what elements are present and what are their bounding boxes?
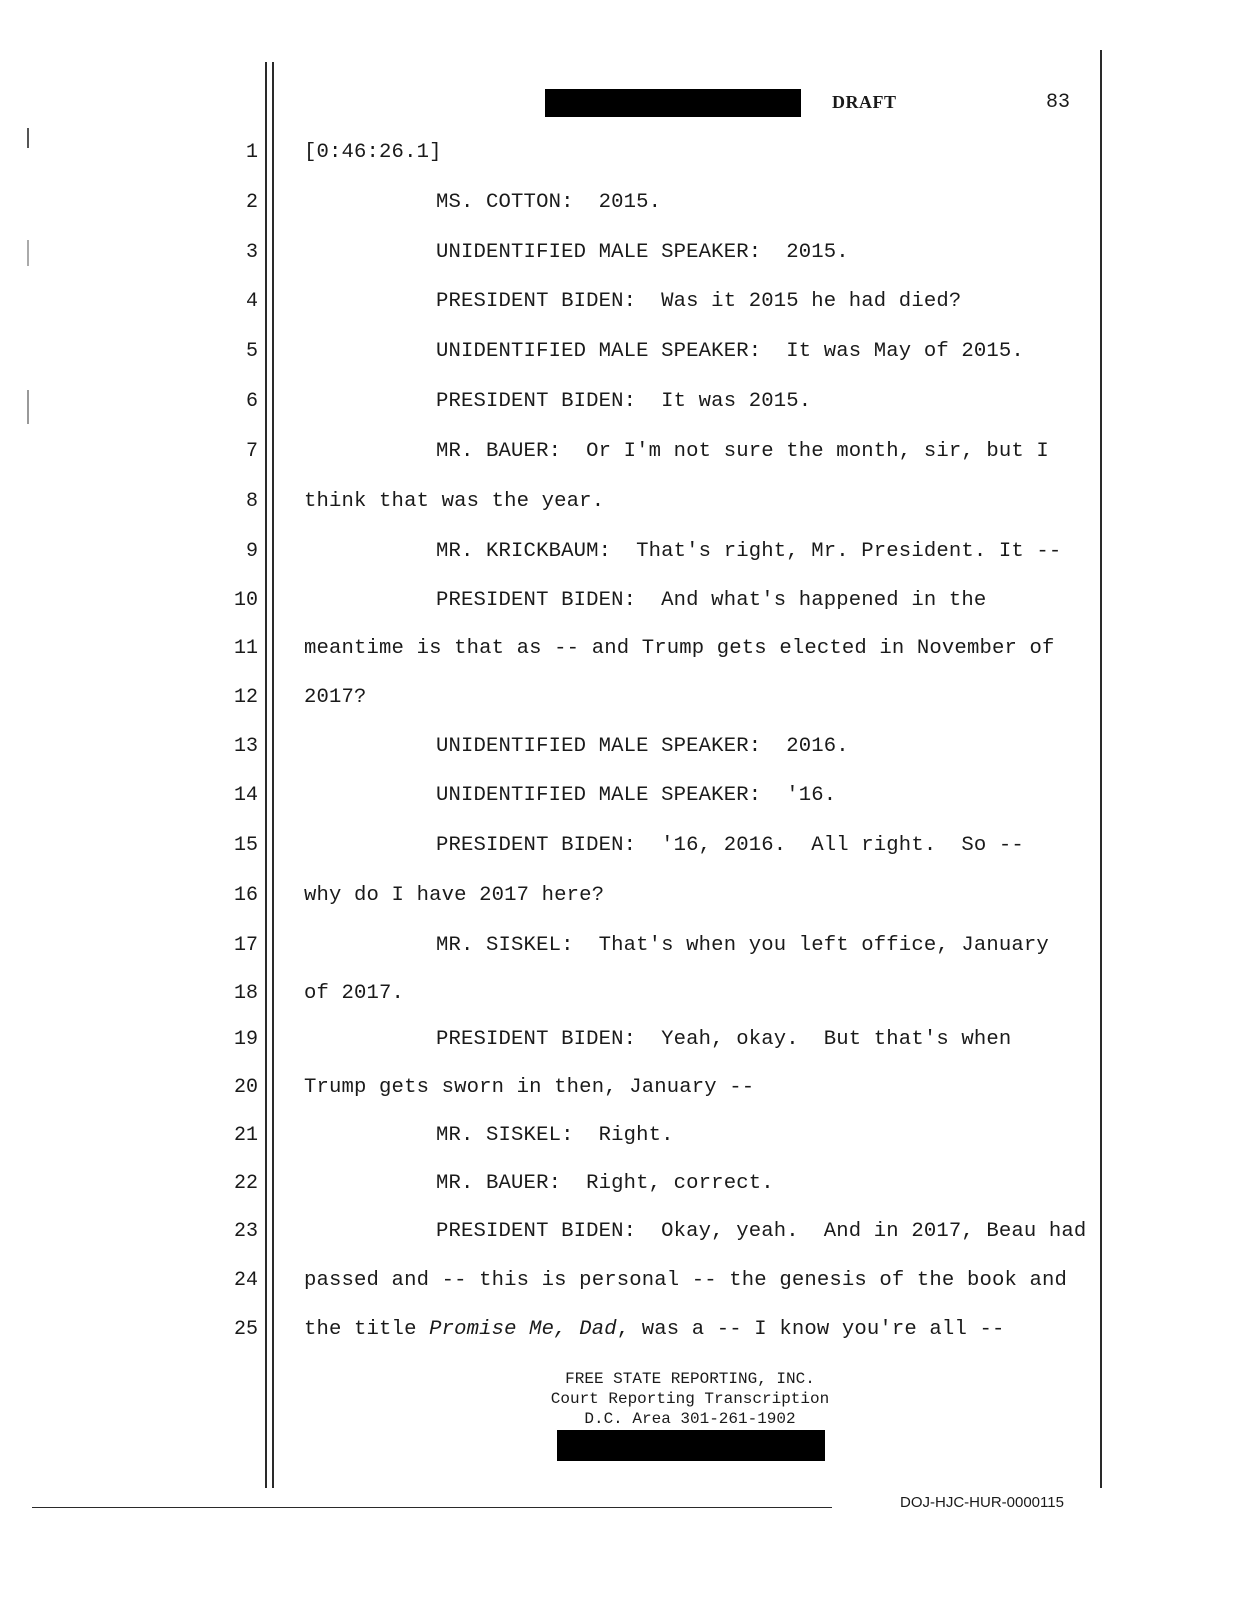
line-text: of 2017. [304,982,405,1005]
line-number: 19 [233,1028,258,1051]
line-number: 11 [233,637,258,660]
line-number: 7 [245,440,258,463]
page-bottom-rule [32,1507,832,1508]
line-text: UNIDENTIFIED MALE SPEAKER: It was May of 2015. [436,340,1024,363]
line-number: 1 [245,141,258,164]
line-text: PRESIDENT BIDEN: It was 2015. [436,390,812,413]
redaction-bar-footer [557,1430,825,1461]
line-number: 23 [233,1220,258,1243]
margin-rule-left-outer [265,62,267,1488]
line-number: 6 [245,390,258,413]
line-number: 9 [245,540,258,563]
book-title: Promise Me, Dad [429,1318,617,1341]
line-number: 25 [233,1318,258,1341]
reporter-name: FREE STATE REPORTING, INC. [565,1370,815,1388]
line-text: PRESIDENT BIDEN: Okay, yeah. And in 2017, Beau had [436,1220,1087,1243]
line-text: passed and -- this is personal -- the genesis of the book and [304,1269,1068,1292]
line-text: MR. SISKEL: That's when you left office, January [436,934,1049,957]
scan-speck [27,240,29,266]
margin-rule-left-inner [272,62,274,1488]
line-text: PRESIDENT BIDEN: Was it 2015 he had died? [436,290,962,313]
line-number: 24 [233,1269,258,1292]
line-number: 2 [245,191,258,214]
line-text: PRESIDENT BIDEN: And what's happened in the [436,589,987,612]
line-number: 14 [233,784,258,807]
line-number: 13 [233,735,258,758]
draft-label: DRAFT [832,92,897,112]
line-number: 12 [233,686,258,709]
line-text: UNIDENTIFIED MALE SPEAKER: 2016. [436,735,849,758]
line-text: MR. KRICKBAUM: That's right, Mr. President. It -- [436,540,1062,563]
line-number: 8 [245,490,258,513]
line-number: 10 [233,589,258,612]
line-number: 21 [233,1124,258,1147]
line-text: why do I have 2017 here? [304,884,605,907]
line-text: Trump gets sworn in then, January -- [304,1076,755,1099]
line-text: meantime is that as -- and Trump gets elected in November of [304,637,1055,660]
line-number: 18 [233,982,258,1005]
reporter-footer [480,1369,900,1429]
line-number: 16 [233,884,258,907]
line-text: PRESIDENT BIDEN: '16, 2016. All right. So -- [436,834,1024,857]
line-text: 2017? [304,686,367,709]
line-text: think that was the year. [304,490,605,513]
line-text [304,1318,1004,1342]
line-number: 17 [233,934,258,957]
line-number: 4 [245,290,258,313]
line-number: 15 [233,834,258,857]
line-text: UNIDENTIFIED MALE SPEAKER: '16. [436,784,837,807]
line-number: 5 [245,340,258,363]
line-text: PRESIDENT BIDEN: Yeah, okay. But that's when [436,1028,1012,1051]
line-text: MS. COTTON: 2015. [436,191,662,214]
bates-number: DOJ-HJC-HUR-0000115 [900,1494,1064,1511]
line-number: 3 [245,241,258,264]
margin-rule-right [1100,50,1102,1488]
line-text-part: , was a -- I know you're all -- [616,1318,1005,1341]
reporter-phone: D.C. Area 301-261-1902 [584,1410,796,1428]
line-text: MR. SISKEL: Right. [436,1124,674,1147]
redaction-bar-header [545,89,801,117]
line-text: [0:46:26.1] [304,141,442,164]
scan-speck [27,128,29,148]
line-text: MR. BAUER: Right, correct. [436,1172,774,1195]
line-text: UNIDENTIFIED MALE SPEAKER: 2015. [436,241,849,264]
page-number: 83 [1046,91,1071,114]
reporter-services: Court Reporting Transcription [550,1390,830,1408]
scan-speck [27,390,29,424]
line-text-part: the title [304,1318,430,1341]
line-number: 22 [233,1172,258,1195]
line-text: MR. BAUER: Or I'm not sure the month, sir, but I [436,440,1049,463]
line-number: 20 [233,1076,258,1099]
